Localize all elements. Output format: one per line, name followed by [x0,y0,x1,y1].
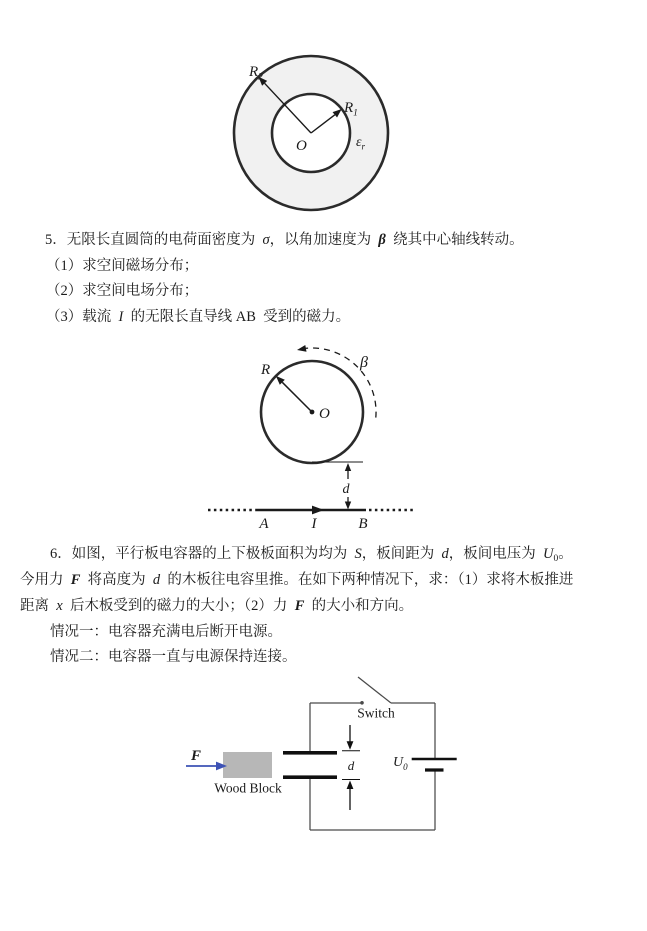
switch-label: Switch [357,705,395,721]
capacitor-top-plate [283,751,337,755]
problem5-line2: （1）求空间磁场分布； [46,257,199,274]
center-label: O [296,138,307,154]
permittivity-label: $\varepsilon_r$ [356,135,366,152]
radius-label: R [261,362,271,378]
circuit-figure [180,670,470,845]
problem6-line5: 情况二：电容器一直与电源保持连接。 [50,649,297,665]
switch-arm [358,677,391,703]
distance-label: d [342,482,350,497]
wood-block [223,752,272,778]
current-label: I [311,516,317,532]
arc-arrowhead [297,345,307,352]
problem5-line3: （2）求空间电场分布； [46,283,199,299]
center-label: O [319,406,330,422]
problem6-line3: 距离 x 后木板受到的磁力的大小；（2）力 F 的大小和方向。 [20,598,414,614]
problem6-line4: 情况一：电容器充满电后断开电源。 [50,623,282,640]
annulus-figure [220,50,410,220]
capacitor-bottom-plate [283,775,337,779]
inner-radius-label: $R_1$ [344,100,358,119]
problem5-line1: 5．无限长直圆筒的电荷面密度为 σ，以角加速度为 β 绕其中心轴线转动。 [45,232,524,248]
problem6-line2: 今用力 F 将高度为 d 的木板往电容里推。在如下两种情况下，求：（1）求将木板推进 [20,572,574,588]
gap-label: d [347,758,355,773]
point-a-label: A [259,516,269,532]
angular-accel-label: β [360,354,368,371]
problem5-line4: （3）载流 I 的无限长直导线 AB 受到的磁力。 [46,308,351,325]
problem6-line1: 6．如图，平行板电容器的上下极板面积为均为 S，板间距为 d，板间电压为 $U_0$。 [50,546,573,564]
point-b-label: B [358,516,368,532]
force-label: F [191,748,202,764]
wood-block-label: Wood Block [214,780,282,796]
outer-radius-label: $R_2$ [249,64,263,83]
switch-contact-dot [360,701,364,705]
current-arrowhead [312,506,324,515]
cylinder-figure [200,340,420,540]
voltage-label: $U_0$ [393,755,408,772]
